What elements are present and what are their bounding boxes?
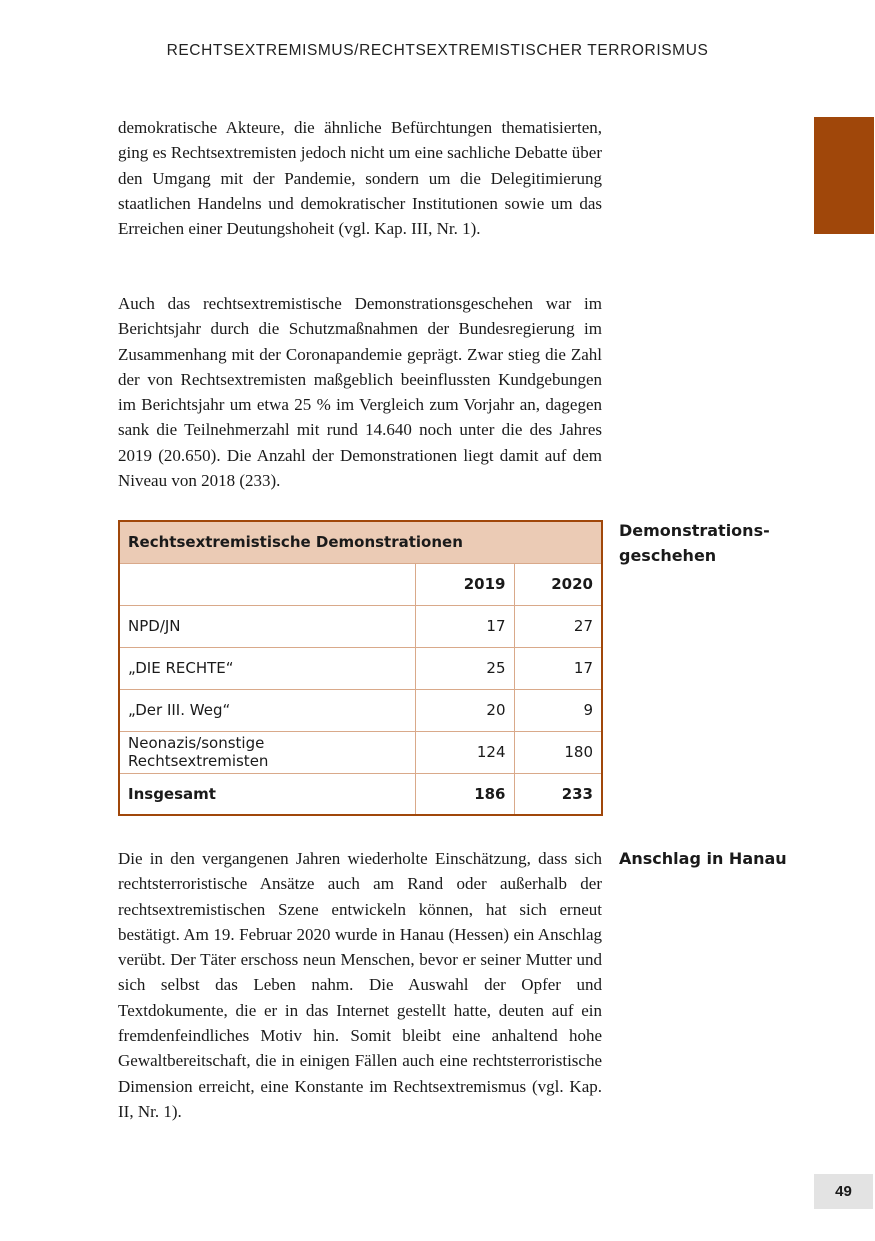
page-number: 49 [814, 1174, 873, 1209]
row-value-2020: 17 [514, 647, 602, 689]
table-row [119, 689, 602, 731]
running-header: RECHTSEXTREMISMUS/RECHTSEXTREMISTISCHER TERRORISMUS [166, 42, 709, 59]
row-label: NPD/JN [119, 605, 415, 647]
side-heading-demonstrationsgeschehen [619, 518, 809, 568]
row-label: „DIE RECHTE“ [119, 647, 415, 689]
table-row [119, 605, 602, 647]
row-value-2020: 9 [514, 689, 602, 731]
row-value-2019: 25 [415, 647, 514, 689]
row-label: „Der III. Weg“ [119, 689, 415, 731]
total-value-2019: 186 [415, 773, 514, 815]
demonstrations-table [118, 520, 603, 816]
row-value-2019: 20 [415, 689, 514, 731]
table-total-row [119, 773, 602, 815]
table-row [119, 647, 602, 689]
total-value-2020: 233 [514, 773, 602, 815]
row-value-2020: 27 [514, 605, 602, 647]
table-header-year: 2020 [514, 563, 602, 605]
row-value-2020: 180 [514, 731, 602, 773]
paragraph-2: Auch das rechtsextremistische Demonstrationsgeschehen war im Berichtsjahr durch die Schutzmaßnahmen der Bundesregierung im Zusammenhang mit der Coronapandemie geprägt. Zwar stieg die Zahl der von Rechtsextremisten maßgeblich beeinflussten Kundgebungen im Berichtsjahr um etwa 25 % im Vergleich zum Vorjahr an, dagegen sank die Teilnehmerzahl mit rund 14.640 noch unter die des Jahres 2019 (20.650). Die Anzahl der Demonstrationen liegt damit auf dem Niveau von 2018 (233). [118, 294, 602, 491]
side-heading-line-1: Demonstrations- [619, 521, 770, 540]
total-label: Insgesamt [119, 773, 415, 815]
row-value-2019: 124 [415, 731, 514, 773]
side-heading-hanau: Anschlag in Hanau [619, 849, 787, 868]
chapter-tab-marker [814, 117, 874, 234]
table-title: Rechtsextremistische Demonstrationen [119, 521, 602, 563]
table-header-year: 2019 [415, 563, 514, 605]
row-value-2019: 17 [415, 605, 514, 647]
table-header-empty [119, 563, 415, 605]
row-label: Neonazis/sonstige Rechtsextremisten [119, 731, 415, 773]
paragraph-1: demokratische Akteure, die ähnliche Befürchtungen thematisierten, ging es Rechtsextremisten jedoch nicht um eine sachliche Debatte über den Umgang mit der Pandemie, sondern um die Delegitimierung staatlichen Handelns und demokratischer Institutionen sowie um das Erreichen einer Deutungshoheit (vgl. Kap. III, Nr. 1). [118, 118, 602, 239]
paragraph-3: Die in den vergangenen Jahren wiederholte Einschätzung, dass sich rechtsterroristische Ansätze auch am Rand oder außerhalb der rechtsextremistischen Szene entwickeln können, hat sich erneut bestätigt. Am 19. Februar 2020 wurde in Hanau (Hessen) ein Anschlag verübt. Der Täter erschoss neun Menschen, bevor er seiner Mutter und sich selbst das Leben nahm. Die Auswahl der Opfer und Textdokumente, die er in das Internet gestellt hatte, deuten auf ein fremdenfeindliches Motiv hin. Somit bleibt eine anhaltend hohe Gewaltbereitschaft, die in einigen Fällen auch eine rechtsterroristische Dimension erreicht, eine Konstante im Rechtsextremismus (vgl. Kap. II, Nr. 1). [118, 849, 602, 1121]
table-row [119, 731, 602, 773]
side-heading-line-2: geschehen [619, 546, 717, 565]
